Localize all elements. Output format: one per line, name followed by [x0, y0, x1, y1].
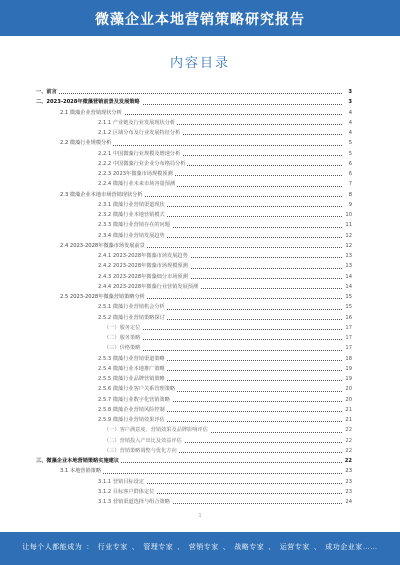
toc-entry-page: 3 — [343, 98, 352, 107]
toc-entry-title: 2.4 2023-2028年微藻市场发展前景 — [60, 242, 145, 249]
toc-entry-page: 19 — [343, 375, 352, 384]
toc-entry[interactable] — [60, 293, 352, 302]
toc-entry-title: 2.2.3 2023年微藻市场规模预测 — [98, 171, 173, 177]
toc-entry-title: 2.4.2 2023-2028年微藻市场规模预测 — [98, 263, 188, 270]
footer-item: 管理专家 — [143, 544, 174, 551]
toc-entry-page: 17 — [343, 344, 352, 353]
footer-item: 行业专家 — [97, 544, 128, 551]
toc-entry-title: （二）服务策略 — [104, 335, 141, 341]
toc-entry[interactable] — [104, 426, 352, 435]
toc-entry[interactable] — [98, 406, 352, 415]
footer-item: 运营专家 — [279, 544, 310, 551]
toc-entry[interactable] — [98, 498, 352, 507]
toc-entry[interactable] — [98, 365, 352, 374]
toc-entry[interactable] — [98, 252, 352, 261]
toc-entry[interactable] — [104, 344, 352, 353]
toc-entry[interactable] — [36, 88, 352, 97]
toc-entry[interactable] — [104, 447, 352, 456]
toc-entry[interactable] — [36, 457, 352, 466]
toc-entry[interactable] — [98, 211, 352, 220]
toc-entry-page: 4 — [343, 119, 352, 128]
toc-entry-title: 3.1.2 目标客户群体定位 — [98, 488, 155, 495]
toc-entry-title: 2.4.3 2023-2028年微藻细分市场预测 — [98, 273, 188, 280]
toc-entry[interactable] — [98, 385, 352, 394]
footer-lead: 让每个人都能成为 — [22, 544, 83, 551]
toc-entry-title: 2.5.4 微藻行业本地推广策略 — [98, 365, 165, 372]
toc-entry[interactable] — [98, 283, 352, 292]
toc-entry[interactable] — [98, 170, 352, 179]
toc-entry[interactable] — [36, 98, 352, 107]
toc-entry-title: 2.3.4 微藻行业营销发展趋势 — [98, 232, 165, 239]
toc-entry-page: 14 — [343, 283, 352, 292]
toc-entry-title: 2.5.7 微藻行业数字化营销策略 — [98, 396, 170, 403]
toc-entry-page: 18 — [343, 355, 352, 364]
toc-entry-title: 2.5.3 微藻行业营销渠道策略 — [98, 355, 165, 362]
footer-item: 营销专家 — [188, 544, 219, 551]
toc-entry[interactable] — [104, 334, 352, 343]
toc-entry-page: 10 — [343, 211, 352, 220]
toc-entry-title: 3.1 本地营销策略 — [60, 468, 102, 475]
toc-entry-title: 2.4.1 2023-2028年微藻市场发展趋势 — [98, 253, 188, 259]
toc-entry-title: 2.2 微藻行业规模分析 — [60, 140, 112, 147]
toc-entry-page: 11 — [343, 221, 352, 230]
toc-entry-page: 13 — [343, 252, 352, 261]
toc-entry-page: 22 — [343, 437, 352, 446]
toc-entry[interactable] — [98, 129, 352, 138]
toc-entry-page: 6 — [343, 160, 352, 169]
toc-entry[interactable] — [98, 314, 352, 323]
toc-entry[interactable] — [60, 191, 352, 200]
toc-entry[interactable] — [98, 488, 352, 497]
toc-entry-page: 8 — [343, 191, 352, 200]
toc-entry-page: 4 — [343, 129, 352, 138]
toc-entry-page: 22 — [343, 426, 352, 435]
toc-entry-page: 21 — [343, 406, 352, 415]
toc-entry-page: 9 — [343, 201, 352, 210]
page-number: 1 — [198, 513, 202, 519]
toc-entry-page: 7 — [343, 180, 352, 189]
toc-entry[interactable] — [98, 232, 352, 241]
toc-entry-page: 22 — [343, 447, 352, 456]
toc-entry-page: 23 — [343, 467, 352, 476]
toc-entry[interactable] — [98, 273, 352, 282]
toc-entry-page: 20 — [343, 385, 352, 394]
toc-entry-title: 3.1.3 营销渠道选择与组合策略 — [98, 499, 170, 505]
toc-entry-page: 5 — [343, 150, 352, 159]
toc-entry[interactable] — [98, 478, 352, 487]
toc-entry[interactable] — [60, 242, 352, 251]
toc-entry-page: 23 — [343, 478, 352, 487]
toc-entry-title: 2.4.4 2023-2028年微藻行业营销发展预测 — [98, 283, 199, 290]
toc-entry[interactable] — [104, 324, 352, 333]
toc-entry-title: 2.5.2 微藻行业营销策略探讨 — [98, 314, 165, 321]
toc-entry[interactable] — [98, 262, 352, 271]
toc-entry-page: 14 — [343, 273, 352, 282]
toc-entry-title: 2.5.8 微藻企业营销风险控制 — [98, 406, 165, 413]
toc-entry-title: 2.1.1 产业链及行业发展现状分析 — [98, 119, 176, 126]
toc-entry[interactable] — [60, 467, 352, 476]
toc-entry[interactable] — [98, 416, 352, 425]
footer-item: 战略专家 — [234, 544, 265, 551]
toc-entry[interactable] — [98, 221, 352, 230]
toc-entry-title: 2.3.3 微藻行业营销存在的问题 — [98, 222, 170, 229]
toc-heading: 内容目录 — [169, 55, 230, 70]
toc-entry-title: 2.3.2 微藻行业本地营销模式 — [98, 212, 165, 218]
toc-entry[interactable] — [98, 119, 352, 128]
toc-entry-page: 16 — [343, 314, 352, 323]
toc-entry-title: 2.2.1 中国微藻行业规模及增速分析 — [98, 150, 181, 157]
toc-entry-title: （二）营销投入产出比及效益评估 — [104, 437, 182, 444]
toc-entry-title: 2.5.9 微藻行业营销效果评估 — [98, 417, 165, 423]
toc-entry-title: 2.1.2 区域分布及行业发展特征分析 — [98, 130, 181, 136]
footer-slogan: 让每个人都能成为 ： 行业专家 、 管理专家 、 营销专家 、 战略专家 、 运营专家 、 成功企业家…… — [22, 544, 378, 551]
toc-entry-page: 3 — [343, 88, 352, 97]
toc-entry-title: （一）客户满意度、营销效果及品牌影响评估 — [104, 427, 208, 434]
toc-entry-title: 2.5.5 微藻行业品牌营销策略 — [98, 376, 165, 382]
toc-entry-page: 21 — [343, 416, 352, 425]
toc-entry-title: 三、微藻企业本地营销策略实施建议 — [36, 458, 120, 464]
toc-entry-title: 一、前言 — [36, 89, 57, 95]
toc-entry-title: 2.5 2023-2028年微藻营销策略分析 — [60, 294, 145, 300]
toc-entry-page: 24 — [343, 498, 352, 507]
toc-entry-title: 二、2023-2028年微藻营销前景及发展策略 — [36, 99, 140, 106]
toc-entry[interactable] — [98, 160, 352, 169]
toc-entry[interactable] — [98, 303, 352, 312]
toc-entry-page: 4 — [343, 109, 352, 118]
footer-bar — [0, 532, 400, 565]
toc-entry[interactable] — [98, 180, 352, 189]
toc-entry-page: 15 — [343, 303, 352, 312]
toc-entry-title: （一）服务定位 — [104, 324, 141, 331]
toc-entry-page: 13 — [343, 262, 352, 271]
toc-entry-title: 2.5.1 微藻行业营销机会分析 — [98, 304, 165, 311]
toc-entry-title: 2.2.4 微藻行业未来市场容量预测 — [98, 181, 176, 188]
toc-entry-page: 19 — [343, 365, 352, 374]
toc-entry-title: 3.1.1 营销目标设定 — [98, 478, 144, 485]
toc-entry-title: 2.2.2 中国微藻行业企业分布格局分析 — [98, 160, 186, 167]
toc-entry-page: 17 — [343, 334, 352, 343]
toc-entry-page: 20 — [343, 396, 352, 405]
toc-entry-title: 2.3 微藻企业本地市场营销现状分析 — [60, 191, 143, 198]
toc-entry-page: 17 — [343, 324, 352, 333]
toc-entry-title: 2.5.6 微藻行业客户关系管理策略 — [98, 386, 176, 393]
toc-entry[interactable] — [98, 201, 352, 210]
toc-entry[interactable] — [98, 375, 352, 384]
toc-entry-title: 2.3.1 微藻行业营销渠道现状 — [98, 201, 165, 208]
toc-entry-page: 5 — [343, 139, 352, 148]
toc-entry[interactable] — [60, 139, 352, 148]
toc-entry-page: 6 — [343, 170, 352, 179]
footer-item: 成功企业家…… — [325, 544, 378, 551]
toc-entry[interactable] — [98, 150, 352, 159]
toc-entry-page: 12 — [343, 232, 352, 241]
toc-entry-title: （三）价格策略 — [104, 345, 141, 352]
toc-entry[interactable] — [104, 437, 352, 446]
toc-entry[interactable] — [98, 355, 352, 364]
toc-entry-page: 15 — [343, 293, 352, 302]
report-header-bar — [0, 0, 400, 36]
toc-entry[interactable] — [60, 109, 352, 118]
report-title: 微藻企业本地营销策略研究报告 — [95, 11, 305, 27]
toc-entry[interactable] — [98, 396, 352, 405]
toc-entry-title: 2.1 微藻企业营销现状分析 — [60, 109, 122, 116]
toc-leader-dots — [36, 93, 342, 94]
toc-entry-title: （三）营销策略调整与优化方向 — [104, 447, 177, 454]
toc-entry-page: 23 — [343, 488, 352, 497]
toc-entry-page: 12 — [343, 242, 352, 251]
toc-entry-page: 22 — [344, 458, 352, 464]
